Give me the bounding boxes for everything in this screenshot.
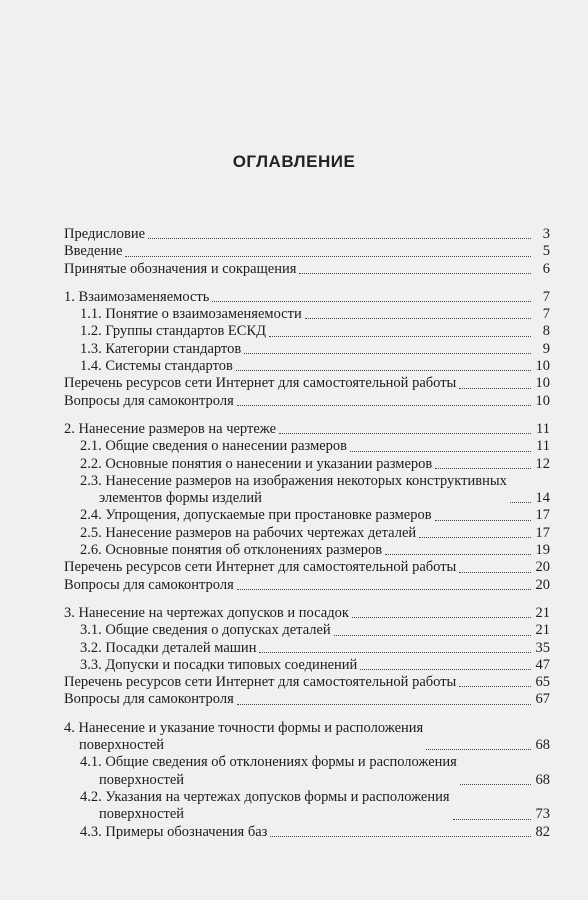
toc-subentry: [64, 456, 550, 473]
toc-entry-line: 2.2. Основные понятия о нанесении и указании размеров: [80, 455, 433, 472]
toc-page-number: 19: [535, 542, 550, 559]
dot-leader: [352, 617, 531, 618]
dot-leader: [237, 589, 531, 590]
toc-subentry: [64, 438, 550, 455]
toc-entry-title: [64, 577, 234, 594]
dot-leader: [453, 819, 531, 820]
toc-entry: [64, 261, 550, 278]
toc-subentry: [64, 754, 550, 789]
toc-entry-title: [80, 542, 382, 559]
toc-subentry: [64, 542, 550, 559]
toc-page-number: 68: [535, 737, 550, 754]
toc-page-number: 12: [535, 455, 550, 472]
toc-entry-continuation: поверхностей: [99, 771, 185, 788]
toc-entry-title: [64, 674, 456, 691]
dot-leader: [435, 520, 531, 521]
dot-leader: [360, 669, 531, 670]
toc-entry-line: 2. Нанесение размеров на чертеже: [64, 420, 277, 437]
dot-leader: [237, 704, 531, 705]
toc-page-number: 11: [536, 420, 550, 437]
toc-entry-title: [64, 226, 145, 243]
toc-subentry: [64, 323, 550, 340]
dot-leader: [299, 273, 531, 274]
toc-entry-title: [64, 720, 423, 755]
toc-entry-line: Предисловие: [64, 226, 146, 242]
toc-page-number: 68: [535, 771, 550, 788]
dot-leader: [212, 301, 531, 302]
toc-subentry: [64, 657, 550, 674]
toc-entry-title: [80, 507, 432, 524]
toc-entry-line: 4.2. Указания на чертежах допусков формы и расположения: [80, 788, 450, 805]
toc-entry-title: [80, 622, 331, 639]
toc-page-number: 7: [542, 306, 550, 323]
toc-entry-line: Вопросы для самоконтроля: [64, 392, 234, 409]
dot-leader: [459, 572, 531, 573]
toc-entry: [64, 577, 550, 594]
toc-entry-continuation: поверхностей: [79, 737, 165, 754]
toc-page-number: 3: [542, 226, 550, 242]
dot-leader: [236, 370, 531, 371]
toc-entry-title: [64, 375, 456, 392]
toc-page-number: 20: [535, 559, 550, 576]
toc-entry-line: Введение: [64, 243, 123, 260]
toc-section: [64, 421, 550, 594]
toc-entry-title: [80, 341, 241, 358]
toc-entry-title: [64, 393, 234, 410]
toc-entry-continuation: поверхностей: [99, 806, 185, 823]
toc-entry-line: 3.2. Посадки деталей машин: [80, 639, 257, 656]
toc-entry: [64, 243, 550, 260]
dot-leader: [148, 238, 531, 239]
toc-entry-line: 3. Нанесение на чертежах допусков и посадок: [64, 604, 349, 621]
toc-entry: [64, 226, 550, 243]
dot-leader: [459, 686, 531, 687]
toc-entry-title: [80, 657, 357, 674]
toc-entry-line: 4.3. Примеры обозначения баз: [80, 823, 268, 840]
toc-entry-line: Вопросы для самоконтроля: [64, 691, 234, 708]
toc-subentry: [64, 358, 550, 375]
toc-page-number: 21: [535, 622, 550, 639]
toc-entry-title: [80, 456, 432, 473]
toc-entry-title: [80, 789, 450, 824]
toc-subentry: [64, 341, 550, 358]
dot-leader: [510, 502, 531, 503]
toc-page-number: 17: [535, 524, 550, 541]
toc-page-number: 8: [542, 323, 550, 340]
toc-page-number: 9: [542, 340, 550, 357]
toc-entry-title: [80, 306, 302, 323]
toc-entry-line: Перечень ресурсов сети Интернет для самостоятельной работы: [64, 674, 457, 691]
toc-entry-title: [64, 289, 209, 306]
dot-leader: [237, 405, 531, 406]
toc-page-number: 7: [542, 288, 550, 305]
toc-entry: [64, 393, 550, 410]
dot-leader: [269, 336, 531, 337]
table-of-contents: [64, 226, 550, 852]
dot-leader: [259, 652, 531, 653]
dot-leader: [385, 554, 531, 555]
toc-entry-line: Перечень ресурсов сети Интернет для самостоятельной работы: [64, 559, 457, 576]
toc-subentry: [64, 306, 550, 323]
toc-entry-title: [80, 525, 416, 542]
dot-leader: [125, 256, 531, 257]
toc-entry: [64, 674, 550, 691]
toc-page-number: 67: [535, 691, 550, 708]
toc-entry-title: [80, 754, 457, 789]
dot-leader: [426, 749, 531, 750]
page-title: ОГЛАВЛЕНИЕ: [232, 152, 356, 171]
toc-subentry: [64, 824, 550, 841]
toc-page-number: 35: [535, 639, 550, 656]
toc-entry-title: [64, 691, 234, 708]
toc-page-number: 11: [536, 438, 550, 455]
toc-page-number: 65: [535, 674, 550, 691]
toc-entry-line: 3.1. Общие сведения о допусках деталей: [80, 622, 331, 639]
toc-entry-title: [80, 640, 256, 657]
toc-entry-line: 1.2. Группы стандартов ЕСКД: [80, 323, 267, 340]
toc-subentry: [64, 789, 550, 824]
dot-leader: [244, 353, 531, 354]
toc-entry-title: [64, 559, 456, 576]
toc-entry-line: 3.3. Допуски и посадки типовых соединений: [80, 656, 358, 673]
dot-leader: [279, 433, 531, 434]
toc-entry: [64, 421, 550, 438]
toc-entry-line: 2.6. Основные понятия об отклонениях размеров: [80, 542, 383, 559]
toc-entry-line: 1.4. Системы стандартов: [80, 358, 233, 375]
toc-entry: [64, 559, 550, 576]
dot-leader: [305, 318, 531, 319]
toc-entry-line: 1.3. Категории стандартов: [80, 340, 242, 357]
toc-entry-line: Вопросы для самоконтроля: [64, 576, 234, 593]
toc-section: [64, 720, 550, 841]
dot-leader: [460, 784, 531, 785]
toc-entry-line: 1.1. Понятие о взаимозаменяемости: [80, 306, 302, 323]
toc-entry-title: [80, 473, 507, 508]
toc-entry-line: 2.1. Общие сведения о нанесении размеров: [80, 438, 348, 455]
toc-page-number: 73: [535, 806, 550, 823]
toc-page-number: 5: [542, 243, 550, 260]
toc-page-number: 10: [535, 392, 550, 409]
toc-subentry: [64, 507, 550, 524]
toc-entry-title: [64, 243, 122, 260]
toc-section: [64, 289, 550, 410]
toc-subentry: [64, 640, 550, 657]
toc-page-number: 17: [535, 507, 550, 524]
toc-entry-line: Перечень ресурсов сети Интернет для самостоятельной работы: [64, 375, 457, 392]
dot-leader: [334, 635, 531, 636]
toc-section: [64, 226, 550, 278]
toc-entry-line: 2.3. Нанесение размеров на изображения некоторых конструктивных: [80, 472, 507, 489]
toc-subentry: [64, 525, 550, 542]
toc-entry-title: [80, 323, 266, 340]
dot-leader: [350, 451, 531, 452]
toc-entry-title: [64, 261, 296, 278]
toc-entry: [64, 720, 550, 755]
toc-entry: [64, 605, 550, 622]
toc-entry-title: [80, 824, 267, 841]
toc-page-number: 10: [535, 375, 550, 392]
toc-entry-title: [80, 358, 233, 375]
toc-entry: [64, 289, 550, 306]
toc-page-number: 47: [535, 656, 550, 673]
toc-entry-line: 4.1. Общие сведения об отклонениях формы и расположения: [80, 754, 457, 771]
toc-page-number: 20: [535, 576, 550, 593]
toc-entry: [64, 375, 550, 392]
toc-entry-title: [64, 605, 349, 622]
toc-section: [64, 605, 550, 709]
dot-leader: [270, 836, 531, 837]
toc-entry-continuation: элементов формы изделий: [99, 490, 262, 507]
toc-entry-line: 1. Взаимозаменяемость: [64, 288, 210, 305]
toc-entry-title: [64, 421, 276, 438]
toc-entry-title: [80, 438, 347, 455]
toc-entry-line: 4. Нанесение и указание точности формы и расположения: [64, 719, 424, 736]
toc-subentry: [64, 622, 550, 639]
toc-page-number: 82: [535, 823, 550, 840]
toc-entry-line: 2.4. Упрощения, допускаемые при простановке размеров: [80, 507, 432, 524]
toc-page-number: 10: [535, 358, 550, 375]
dot-leader: [419, 537, 531, 538]
toc-entry-line: 2.5. Нанесение размеров на рабочих чертежах деталей: [80, 524, 417, 541]
toc-page-number: 21: [535, 604, 550, 621]
toc-page-number: 6: [542, 260, 550, 277]
toc-page-number: 14: [535, 490, 550, 507]
toc-entry-line: Принятые обозначения и сокращения: [64, 260, 297, 277]
toc-subentry: [64, 473, 550, 508]
dot-leader: [435, 468, 531, 469]
toc-entry: [64, 691, 550, 708]
dot-leader: [459, 388, 531, 389]
